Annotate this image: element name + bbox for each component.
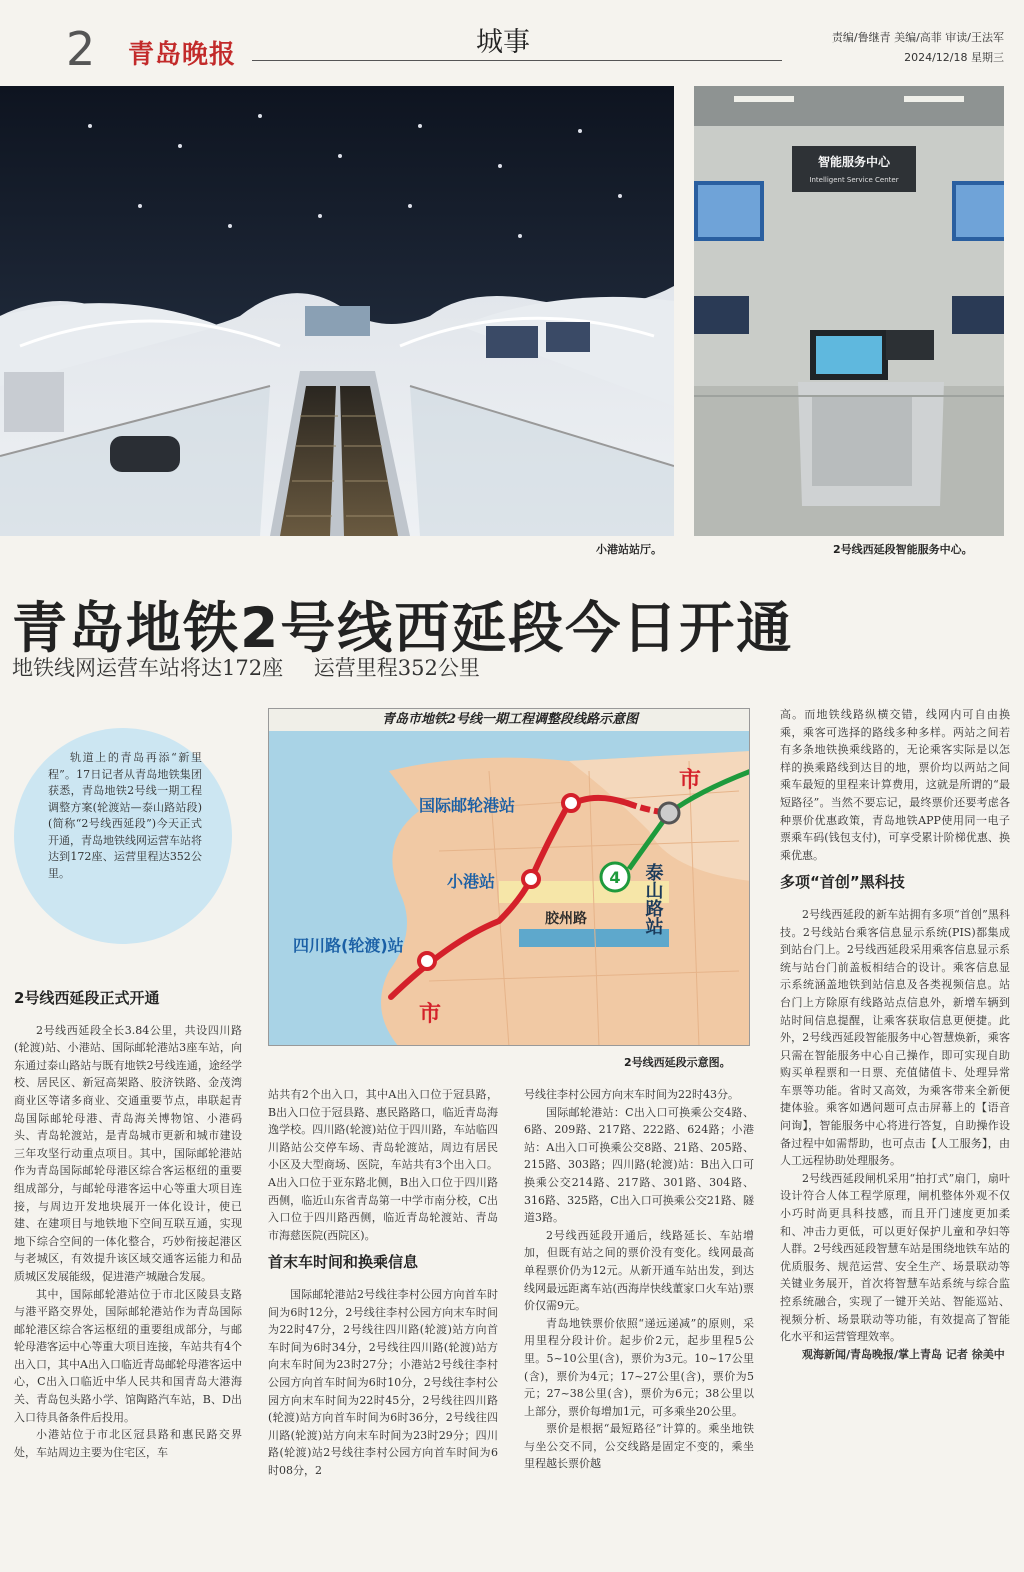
- column-2: [268, 1086, 498, 1479]
- paragraph: 青岛地铁票价依照“递远递减”的原则，采用里程分段计价。起步价2元，起步里程5公里。5~10公里(含)，票价为3元。10~17公里(含)，票价为4元；17~27公里(含)，票价为5元；27~38公里(含)，票价为6元；38公里以上部分，票价每增加1元，可多乘坐20公里。: [524, 1316, 754, 1418]
- photo-service-center: [694, 86, 1004, 536]
- subheadline: [12, 652, 504, 682]
- map-label-sichuan-road: 四川路(轮渡)站: [293, 936, 404, 955]
- map-label-taishan-road: [643, 862, 664, 936]
- paragraph: 国际邮轮港站：C出入口可换乘公交4路、6路、209路、217路、222路、624路；小港站：A出入口可换乘公交8路、21路、205路、215路、303路；四川路(轮渡)站：B出入口可换乘公交214路、217路、301路、304路、316路、325路，C出入口可换乘公交21路、隧道3路。: [524, 1105, 754, 1225]
- service-sign-text-en: Intelligent Service Center: [809, 176, 899, 184]
- paragraph: 2号线西延段开通后，线路延长、车站增加，但既有站之间的票价没有变化。线网最高单程票价仍为12元。从新开通车站出发，到达线网最远距离车站(西海岸快线董家口火车站)票价仅需9元。: [524, 1228, 754, 1313]
- paragraph: 2号线西延段的新车站拥有多项“首创”黑科技。2号线站台乘客信息显示系统(PIS)都集成到站台门上。2号线西延段采用乘客信息显示系统与站台门前盖板相结合的设计。乘客信息显示系统涵盖地铁到站信息及各类视频信息。站台门上方除原有线路站点信息外，新增车辆到站时间信息提醒，让乘客获取信息更便捷。此外，2号线西延段智能服务中心智慧焕新，乘客只需在智能服务中心自己操作，即可实现自助购买单程票和一日票、充值储值卡、处理异常车票等功能。省时又高效，为乘客带来全新便捷体验。乘客如遇问题可点击屏幕上的【语音问询】，智能服务中心将进行答复，自助操作设备过程中如需帮助，也可点击【人工服务】，由人工远程协助处理服务。: [780, 907, 1010, 1168]
- subhead-mileage: 运营里程352公里: [313, 656, 480, 680]
- map-label-city-bottom: 市: [419, 1002, 442, 1027]
- paragraph: 号线往李村公园方向末车时间为22时43分。: [524, 1088, 739, 1101]
- credits: [792, 28, 1004, 68]
- paragraph: 国际邮轮港站2号线往李村公园方向首车时间为6时12分，2号线往李村公园方向末车时间为22时47分，2号线往四川路(轮渡)站方向首车时间为6时34分，2号线往四川路(轮渡)站方向末车时间为23时27分；小港站2号线往李村公园方向首车时间为6时10分，2号线往李村公园方向末车时间为22时45分，2号线往四川路(轮渡)站方向首车时间为6时36分，2号线往四川路(轮渡)站方向末车时间为23时29分；四川路(轮渡)站2号线往李村公园方向首车时间为6时08分，2: [268, 1287, 498, 1477]
- column-3: [524, 1086, 754, 1473]
- photo-caption-right: 2号线西延段智能服务中心。: [833, 543, 973, 556]
- paper-logo: 青岛晚报: [128, 40, 237, 70]
- issue-date: 2024/12/18 星期三: [904, 51, 1004, 64]
- service-center-image: [694, 86, 1004, 536]
- subhead-stations: 地铁线网运营车站将达172座: [12, 656, 284, 680]
- column-4: [780, 706, 1010, 1363]
- editors: 责编/鲁继青 美编/高菲 审读/王法军: [831, 31, 1004, 44]
- lead-text: 轨道上的青岛再添“新里程”。17日记者从青岛地铁集团获悉，青岛地铁2号线一期工程调整方案(轮渡站—泰山路站段)(简称“2号线西延段”)今天正式开通，青岛地铁线网运营车站将达到172座、运营里程达352公里。: [48, 751, 202, 880]
- map-graphic: [269, 731, 750, 1046]
- map-label-city-top: 市: [679, 768, 702, 793]
- map-label-xiaogang: 小港站: [447, 872, 496, 891]
- paragraph: 票价是根据“最短路径”计算的。乘坐地铁与坐公交不同，公交线路是固定不变的，乘坐里程越长票价越: [524, 1422, 754, 1471]
- station-hall-image: [0, 86, 674, 536]
- map-label-road: 胶州路: [545, 911, 587, 927]
- route-map: [268, 708, 750, 1046]
- lead-bubble: [14, 728, 232, 944]
- column-1: [14, 980, 242, 1461]
- map-caption: 2号线西延段示意图。: [624, 1056, 731, 1069]
- photo-station-hall: [0, 86, 674, 536]
- paragraph: 其中，国际邮轮港站位于市北区陵县支路与港平路交界处，国际邮轮港站作为青岛国际邮轮港区综合客运枢纽的重要组成部分，与邮轮母港客运中心等重大项目连接，车站共有4个出入口，其中A出入口临近青岛邮轮母港客运中心，C出入口临近中华人民共和国青岛大港海关、青岛包头路小学、馆陶路汽车站，B、D出入口待具备条件后投用。: [14, 1287, 242, 1424]
- section-title-tech: 多项“首创”黑科技: [780, 873, 905, 892]
- map-title: 青岛市地铁2号线一期工程调整段线路示意图: [269, 709, 750, 731]
- paragraph: 2号线西延段闸机采用“拍打式”扇门，扇叶设计符合人体工程学原理，闸机整体外观不仅小巧时尚更具科技感，而且开门速度更加柔和、冲击力更低，可以更好保护儿童和孕妇等人群。2号线西延段智慧车站是围绕地铁车站的优质服务、规范运营、安全生产、场景联动等关键业务展开，首次将智慧车站系统与综合监控系统融合，实现了一键开关站、智能巡站、视频分析、场景联动等功能，有效提高了智能化水平和运营管理效率。: [780, 1171, 1010, 1344]
- service-sign-text: 智能服务中心: [817, 155, 891, 169]
- headline: 青岛地铁2号线西延段今日开通: [12, 596, 794, 660]
- section-title-opening: 2号线西延段正式开通: [14, 989, 160, 1007]
- paragraph: 2号线西延段全长3.84公里，共设四川路(轮渡)站、小港站、国际邮轮港站3座车站，向东通过泰山路站与既有地铁2号线连通，途经学校、居民区、新冠高架路、胶济铁路、金茂湾商业区等诸多商业、交通重要节点，串联起青岛国际邮轮母港、青岛海关博物馆、小港码头、青岛轮渡站，是青岛城市更新和城市建设三年攻坚行动重点项目。其中，国际邮轮港站作为青岛国际邮轮母港区综合客运枢纽的重要组成部分，与邮轮母港客运中心等重大项目连接，与周边开发地块展开一体化设计，使已建、在建项目与地铁地下空间互联互通，实现地下综合空间的一体化整合，巧妙衔接起港区与老城区，有效提升该区域交通客运能力和品质城区发展能级，促进港产城融合发展。: [14, 1023, 242, 1283]
- masthead-rule: [252, 60, 782, 61]
- paragraph: 小港站位于市北区冠县路和惠民路交界处，车站周边主要为住宅区，车: [14, 1428, 242, 1459]
- page-number: 2: [66, 22, 96, 76]
- paragraph: 高。而地铁线路纵横交错，线网内可自由换乘，乘客可选择的路线多种多样。两站之间若有多条地铁换乘线路的，无论乘客实际是以怎样的换乘路线到达目的地，票价均以两站之间乘车最短的里程来计算费用，这就是所谓的“最短路径”。当然不要忘记，最终票价还要考虑各种票价优惠政策，青岛地铁APP使用同一电子票乘车码(钱包支付)，可享受累计阶梯优惠、换乘优惠。: [780, 708, 1010, 862]
- photo-caption-left: 小港站站厅。: [596, 543, 662, 556]
- svg-text:泰山路站: 泰山路站: [642, 863, 664, 935]
- byline: 观海新闻/青岛晚报/掌上青岛 记者 徐美中: [802, 1347, 1005, 1361]
- line-4-badge: 4: [609, 868, 621, 887]
- section-title: 城事: [476, 27, 530, 58]
- section-title-schedule: 首末车时间和换乘信息: [268, 1253, 419, 1272]
- paragraph: 站共有2个出入口，其中A出入口位于冠县路，B出入口位于冠县路、惠民路路口，临近青岛海逸学校。四川路(轮渡)站位于四川路，车站临四川路站公交停车场、青岛轮渡站，周边有居民小区及大型商场、医院，车站共有3个出入口。A出入口位于亚东路北侧，B出入口位于四川路西侧，临近山东省青岛第一中学市南分校，C出入口位于四川路西侧，临近青岛轮渡站、青岛市海慈医院(西院区)。: [268, 1088, 498, 1242]
- map-label-international-cruise: 国际邮轮港站: [419, 796, 516, 815]
